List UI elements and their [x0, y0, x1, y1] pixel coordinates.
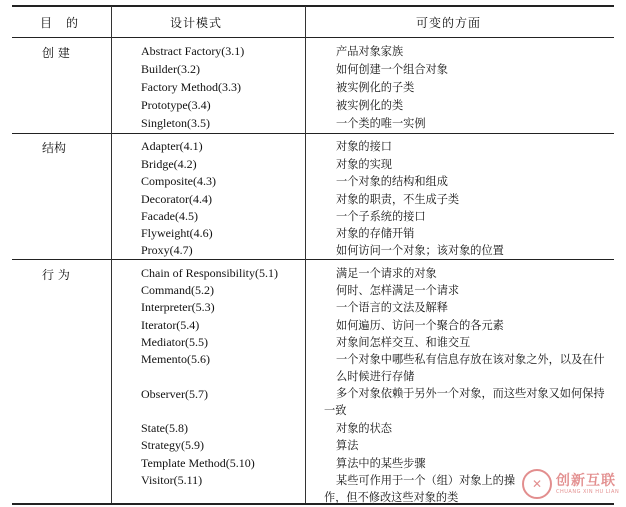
- category-structural: 结构: [42, 141, 67, 155]
- pattern-name: Decorator(4.4): [141, 192, 212, 206]
- header-pattern: 设计模式: [170, 16, 223, 30]
- variable-aspect: 算法中的某些步骤: [336, 457, 426, 470]
- group-divider: [12, 133, 614, 134]
- pattern-name: Observer(5.7): [141, 387, 208, 401]
- header-rule: [12, 37, 614, 38]
- pattern-name: Mediator(5.5): [141, 335, 208, 349]
- pattern-name: Abstract Factory(3.1): [141, 44, 245, 58]
- variable-aspect: 一个子系统的接口: [336, 210, 426, 223]
- pattern-name: Builder(3.2): [141, 62, 200, 76]
- variable-aspect: 对象的职责，不生成子类: [336, 193, 460, 206]
- pattern-name: Composite(4.3): [141, 174, 216, 188]
- watermark-logo: [522, 467, 620, 501]
- variable-aspect: 对象间怎样交互、和谁交互: [336, 336, 471, 349]
- category-behavioral: 行 为: [42, 268, 70, 282]
- pattern-name: Strategy(5.9): [141, 438, 204, 452]
- variable-aspect: 满足一个请求的对象: [336, 267, 437, 280]
- variable-aspect: 对象的状态: [336, 422, 392, 435]
- pattern-name: Iterator(5.4): [141, 318, 200, 332]
- variable-aspect: 被实例化的类: [336, 99, 404, 112]
- variable-aspect: 一个对象的结构和组成: [336, 175, 448, 188]
- x-logo-icon: ✕: [522, 469, 552, 499]
- variable-aspect: 对象的存储开销: [336, 227, 415, 240]
- pattern-name: Visitor(5.11): [141, 473, 203, 487]
- pattern-name: Singleton(3.5): [141, 116, 210, 130]
- variable-aspect: 对象的接口: [336, 140, 392, 153]
- pattern-name: Adapter(4.1): [141, 139, 203, 153]
- variable-aspect: 算法: [336, 439, 359, 452]
- pattern-name: Chain of Responsibility(5.1): [141, 266, 278, 280]
- pattern-name: Interpreter(5.3): [141, 300, 215, 314]
- pattern-name: Facade(4.5): [141, 209, 198, 223]
- variable-aspect: 产品对象家族: [336, 45, 404, 58]
- column-divider: [305, 6, 306, 503]
- pattern-name: Bridge(4.2): [141, 157, 197, 171]
- variable-aspect: 何时、怎样满足一个请求: [336, 284, 460, 297]
- pattern-name: Factory Method(3.3): [141, 80, 241, 94]
- watermark-subtext: CHUANG XIN HU LIAN: [556, 488, 620, 495]
- category-creational: 创 建: [42, 46, 70, 60]
- group-divider: [12, 259, 614, 260]
- pattern-name: Memento(5.6): [141, 352, 210, 366]
- variable-aspect: 如何创建一个组合对象: [336, 63, 448, 76]
- variable-aspect: 一个对象中哪些私有信息存放在该对象之外，以及在什么时候进行存储: [336, 353, 605, 383]
- header-purpose: 目 的: [40, 16, 80, 30]
- variable-aspect: 如何访问一个对象；该对象的位置: [336, 244, 504, 257]
- variable-aspect: 对象的实现: [336, 158, 392, 171]
- pattern-name: Prototype(3.4): [141, 98, 211, 112]
- pattern-name: Command(5.2): [141, 283, 214, 297]
- pattern-name: Proxy(4.7): [141, 243, 193, 257]
- variable-aspect: 如何遍历、访问一个聚合的各元素: [336, 319, 504, 332]
- variable-aspect: 被实例化的子类: [336, 81, 415, 94]
- pattern-name: State(5.8): [141, 421, 188, 435]
- variable-aspect: 一个类的唯一实例: [336, 117, 426, 130]
- pattern-name: Template Method(5.10): [141, 456, 255, 470]
- header-aspect: 可变的方面: [416, 16, 482, 30]
- column-divider: [111, 6, 112, 503]
- variable-aspect: 某些可作用于一个（组）对象上的操作，但不修改这些对象的类: [324, 474, 516, 504]
- variable-aspect: 一个语言的文法及解释: [336, 301, 448, 314]
- table-top-rule: [12, 5, 614, 7]
- variable-aspect: 多个对象依赖于另外一个对象，而这些对象又如何保持一致: [324, 387, 605, 417]
- watermark-text: 创新互联: [556, 472, 616, 489]
- pattern-name: Flyweight(4.6): [141, 226, 213, 240]
